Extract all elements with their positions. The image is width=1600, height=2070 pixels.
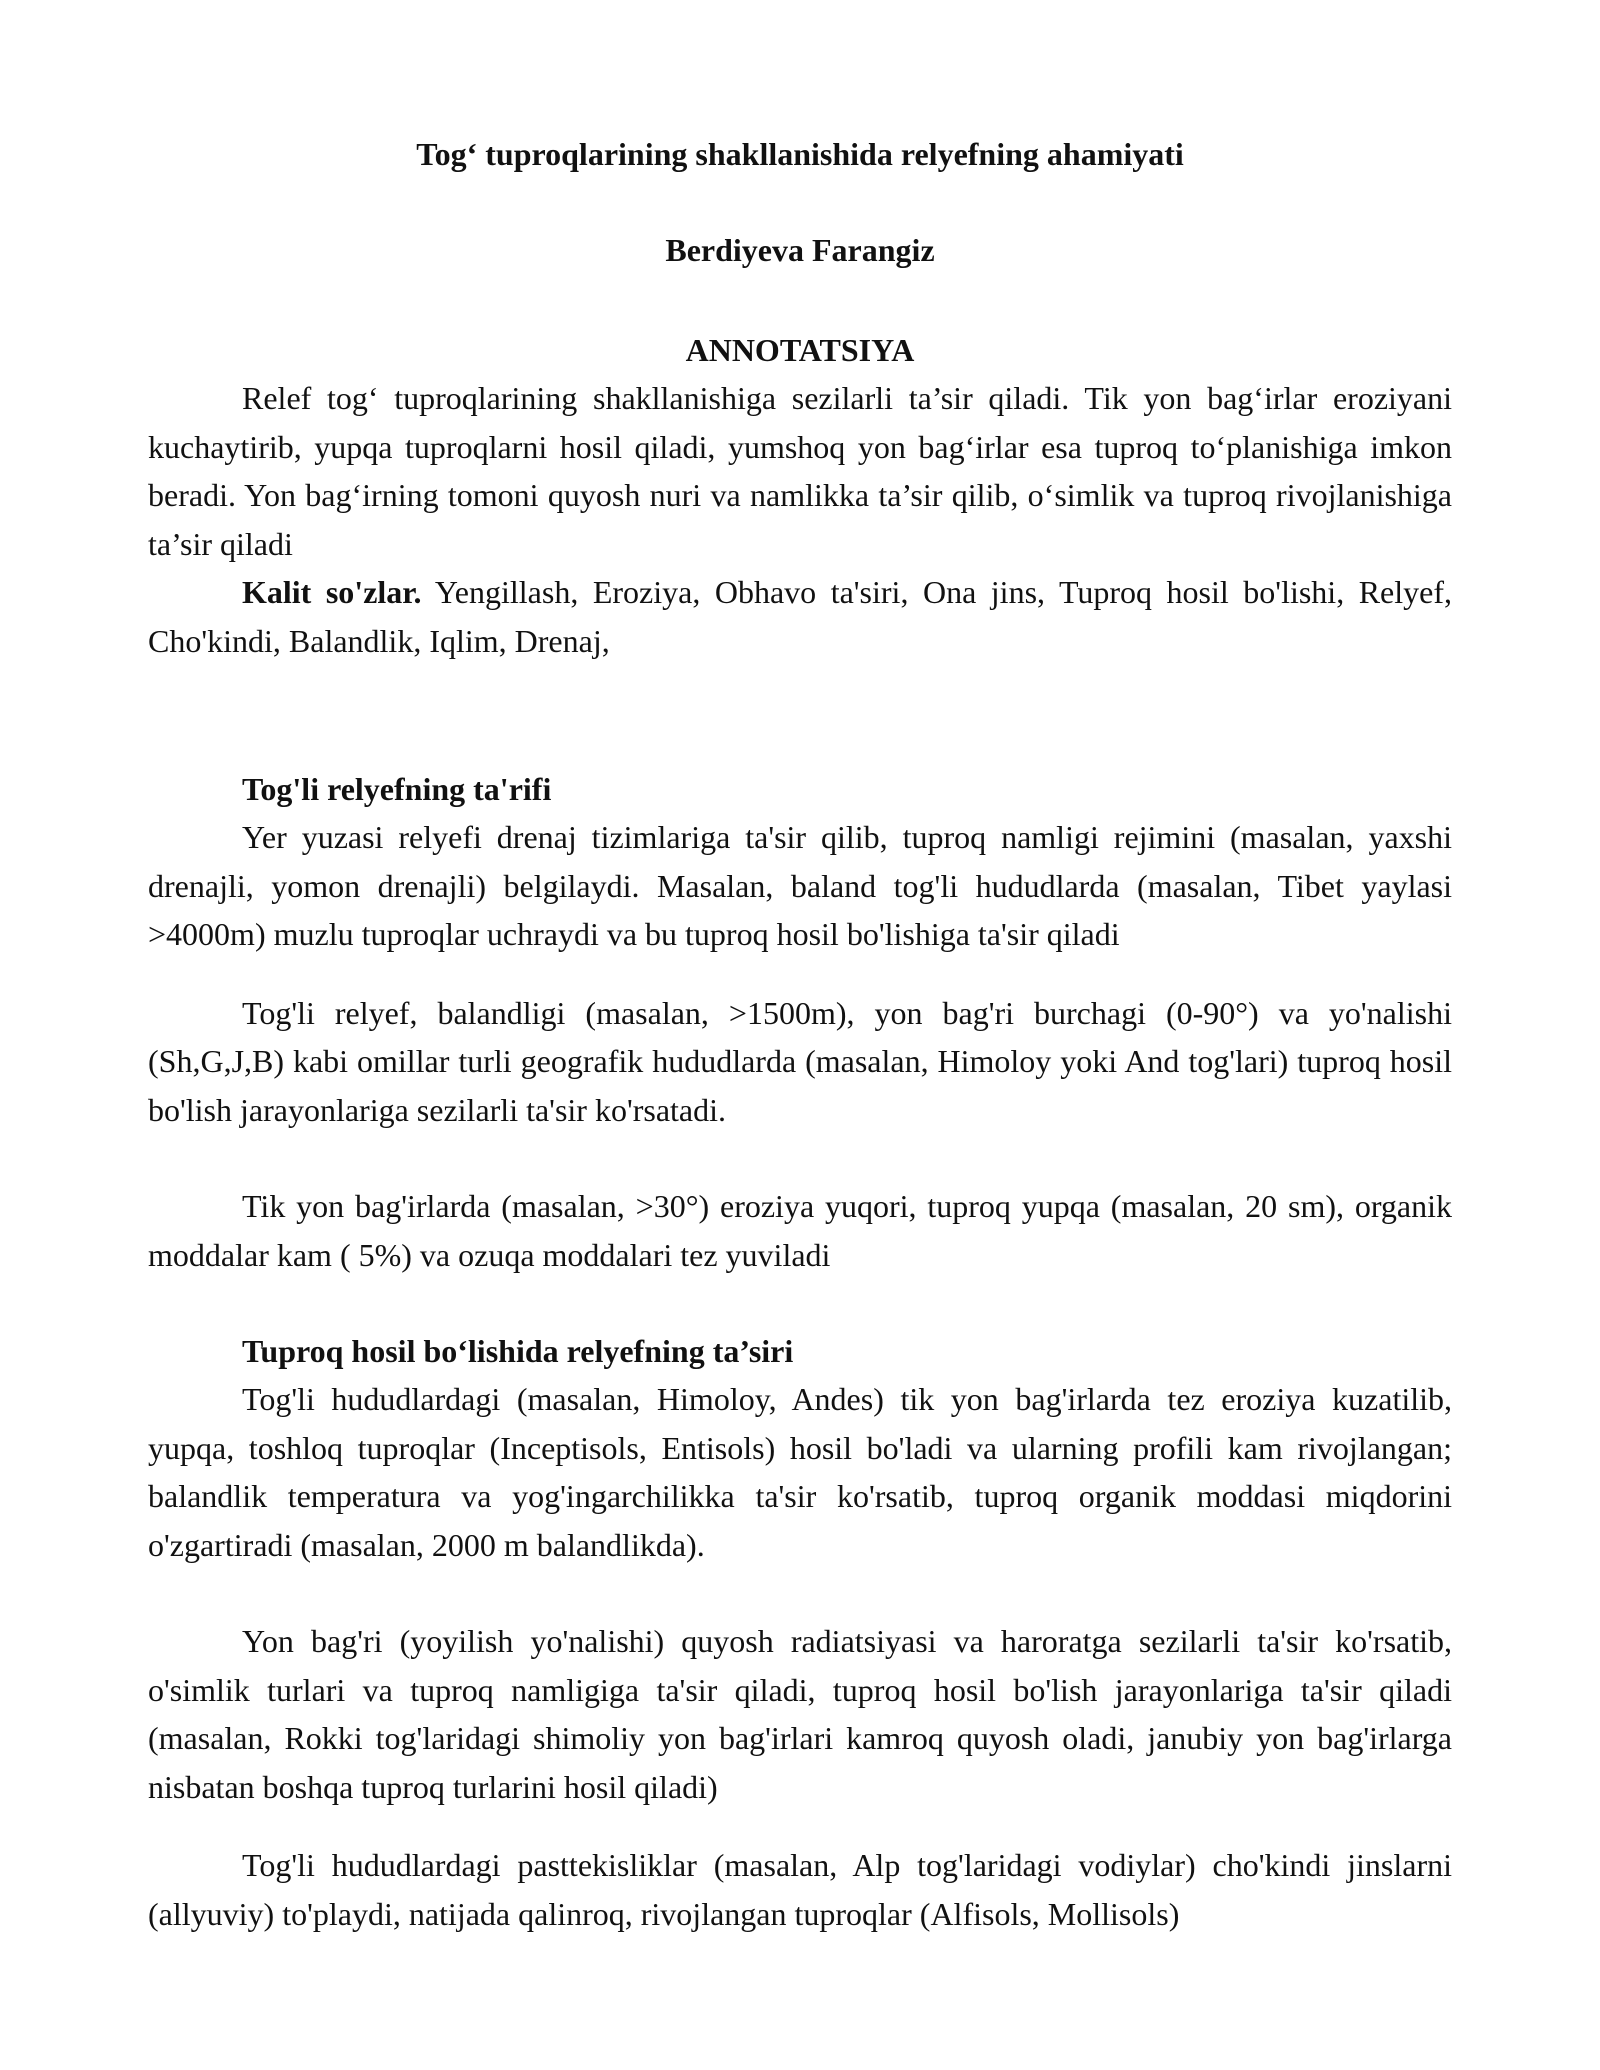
section2-paragraph-1: Tog'li hududlardagi (masalan, Himoloy, Andes) tik yon bag'irlarda tez eroziya kuzatilib, yupqa, toshloq tuproqlar (Inceptisols, Entisols) hosil bo'ladi va ularning profili kam rivojlangan; balandlik temperatura va yog'ingarchilikka ta'sir ko'rsatib, tuproq organik moddasi miqdorini o'zgartiradi (masalan, 2000 m balandlikda). — [148, 1381, 1452, 1563]
section-heading-definition: Tog'li relyefning ta'rifi — [242, 771, 552, 807]
section1-paragraph-1: Yer yuzasi relyefi drenaj tizimlariga ta'sir qilib, tuproq namligi rejimini (masalan, yaxshi drenajli, yomon drenajli) belgilaydi. Masalan, baland tog'li hududlarda (masalan, Tibet yaylasi >4000m) muzlu tuproqlar uchraydi va bu tuproq hosil bo'lishiga ta'sir qiladi — [148, 819, 1452, 952]
keywords-paragraph — [148, 568, 1452, 665]
annotation-heading: ANNOTATSIYA — [685, 332, 915, 368]
section-heading-influence: Tuproq hosil bo‘lishida relyefning ta’siri — [242, 1333, 794, 1369]
document-page — [148, 130, 1452, 1938]
section1-paragraph-2: Tog'li relyef, balandligi (masalan, >1500m), yon bag'ri burchagi (0-90°) va yo'nalishi (Sh,G,J,B) kabi omillar turli geografik hududlarda (masalan, Himoloy yoki And tog'lari) tuproq hosil bo'lish jarayonlariga sezilarli ta'sir ko'rsatadi. — [148, 994, 1452, 1128]
keywords-list: Yengillash, Eroziya, Obhavo ta'siri, Ona jins, Tuproq hosil bo'lishi, Relyef, Cho'kindi, Balandlik, Iqlim, Drenaj, — [148, 574, 1453, 659]
section1-paragraph-3: Tik yon bag'irlarda (masalan, >30°) eroziya yuqori, tuproq yupqa (masalan, 20 sm), organik moddalar kam ( 5%) va ozuqa moddalari tez yuviladi — [148, 1188, 1452, 1273]
annotation-paragraph: Relef tog‘ tuproqlarining shakllanishiga sezilarli ta’sir qiladi. Tik yon bag‘irlar eroziyani kuchaytirib, yupqa tuproqlarni hosil qiladi, yumshoq yon bag‘irlar esa tuproq to‘planishiga imkon beradi. Yon bag‘irning tomoni quyosh nuri va namlikka ta’sir qilib, o‘simlik va tuproq rivojlanishiga ta’sir qiladi — [148, 380, 1452, 562]
keywords-label: Kalit so'zlar. — [242, 574, 422, 610]
section2-paragraph-3: Tog'li hududlardagi pasttekisliklar (masalan, Alp tog'laridagi vodiylar) cho'kindi jinslarni (allyuviy) to'playdi, natijada qalinroq, rivojlangan tuproqlar (Alfisols, Mollisols) — [148, 1847, 1452, 1932]
section2-paragraph-2: Yon bag'ri (yoyilish yo'nalishi) quyosh radiatsiyasi va haroratga sezilarli ta'sir ko'rsatib, o'simlik turlari va tuproq namligiga ta'sir qiladi, tuproq hosil bo'lish jarayonlariga ta'sir qiladi (masalan, Rokki tog'laridagi shimoliy yon bag'irlari kamroq quyosh oladi, janubiy yon bag'irlarga nisbatan boshqa tuproq turlarini hosil qiladi) — [148, 1623, 1452, 1805]
author-name: Berdiyeva Farangiz — [665, 232, 935, 268]
document-title: Tog‘ tuproqlarining shakllanishida relyefning ahamiyati — [416, 136, 1184, 172]
